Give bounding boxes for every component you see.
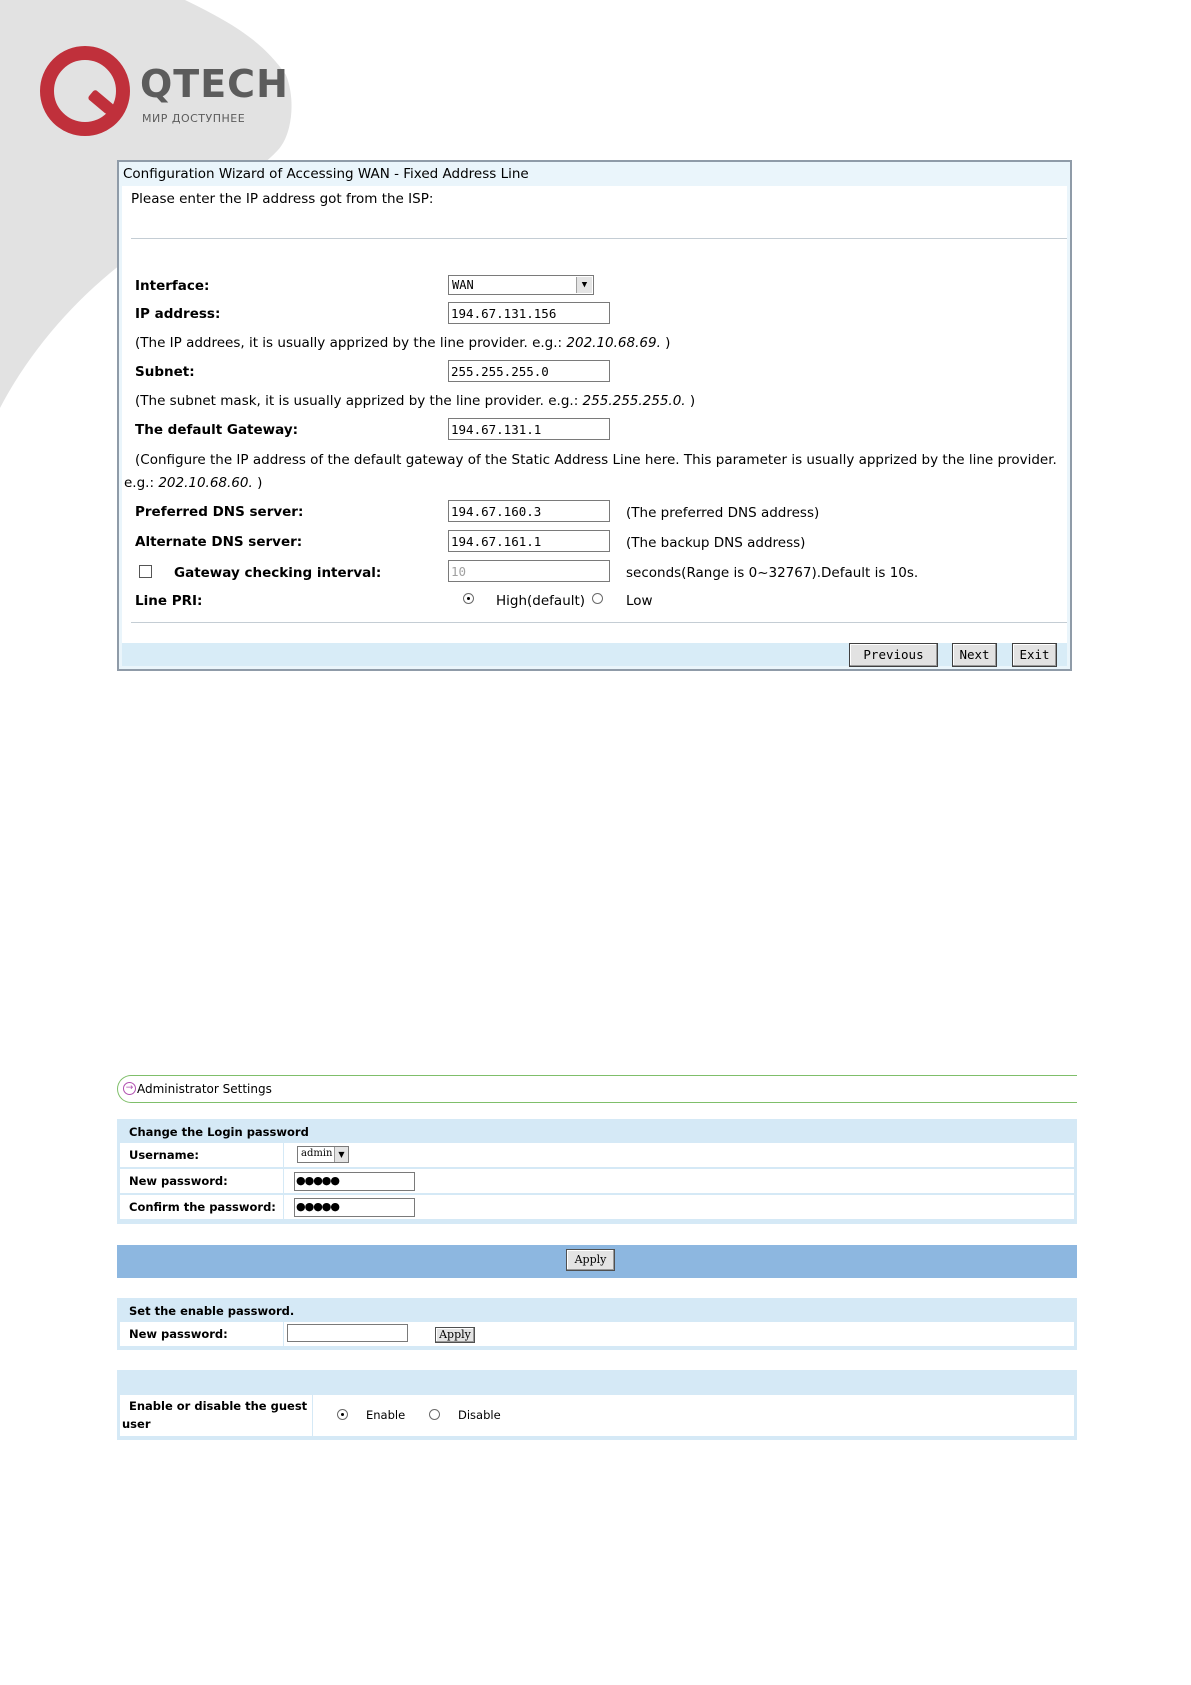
note-text: (The IP addrees, it is usually apprized by the line provider. e.g.: [135,335,567,351]
cell-divider [283,1143,284,1167]
wizard-panel [117,160,1072,671]
guest-user-label-line2: user [122,1417,151,1431]
next-button[interactable]: Next [952,643,997,667]
wizard-footer [122,643,1067,666]
preferred-dns-hint: (The preferred DNS address) [626,505,820,521]
previous-button[interactable]: Previous [849,643,938,667]
guest-enable-label: Enable [366,1408,406,1422]
subnet-note [135,393,695,409]
enable-password-caption: Set the enable password. [129,1304,295,1318]
alternate-dns-hint: (The backup DNS address) [626,535,806,551]
guest-disable-radio[interactable] [429,1409,440,1420]
new-password-label: New password: [129,1174,228,1188]
exit-button[interactable]: Exit [1012,643,1057,667]
new-password-row [120,1169,1074,1193]
cell-divider [283,1169,284,1193]
gateway-check-checkbox[interactable] [139,565,152,578]
line-pri-low-radio[interactable] [592,593,603,604]
enable-apply-button[interactable]: Apply [435,1327,475,1343]
note-text: ) [685,393,696,409]
logo-mark-icon [40,46,130,136]
note-text: ) [252,475,263,491]
line-pri-label: Line PRI: [135,593,203,609]
gateway-check-hint: seconds(Range is 0~32767).Default is 10s. [626,565,919,581]
guest-user-panel [117,1370,1077,1440]
ip-address-input[interactable]: 194.67.131.156 [448,302,610,324]
wizard-title: Configuration Wizard of Accessing WAN - Fixed Address Line [123,166,529,182]
line-pri-high-radio[interactable] [463,593,474,604]
chevron-down-icon[interactable]: ▼ [576,277,592,293]
admin-settings-title: Administrator Settings [137,1082,272,1096]
alternate-dns-input[interactable]: 194.67.161.1 [448,530,610,552]
alternate-dns-label: Alternate DNS server: [135,534,303,550]
divider [131,238,1067,239]
gateway-check-label: Gateway checking interval: [174,565,382,581]
wizard-intro: Please enter the IP address got from the ISP: [131,191,434,207]
note-example: 202.10.68.69. [566,335,661,351]
enable-password-input[interactable] [287,1324,408,1342]
interface-label: Interface: [135,278,210,294]
guest-disable-label: Disable [458,1408,501,1422]
admin-settings-header [117,1075,1077,1103]
login-password-panel [117,1119,1077,1224]
gateway-input[interactable]: 194.67.131.1 [448,418,610,440]
interface-select-value: WAN [452,278,474,292]
new-password-input[interactable]: ●●●●● [294,1172,415,1191]
username-label: Username: [129,1148,199,1162]
ip-address-label: IP address: [135,306,221,322]
note-example: 255.255.255.0. [582,393,686,409]
enable-new-password-label: New password: [129,1327,228,1341]
preferred-dns-input[interactable]: 194.67.160.3 [448,500,610,522]
note-text: e.g.: [124,475,159,491]
cell-divider [283,1322,284,1346]
username-select-value: admin [301,1148,333,1159]
gateway-label: The default Gateway: [135,422,299,438]
note-text: ) [660,335,671,351]
preferred-dns-label: Preferred DNS server: [135,504,304,520]
ip-address-note [135,335,670,351]
line-pri-high-label: High(default) [496,593,586,609]
enable-password-panel [117,1298,1077,1350]
qtech-logo [40,46,289,136]
gateway-check-input[interactable]: 10 [448,560,610,582]
note-text: (The subnet mask, it is usually apprized by the line provider. e.g.: [135,393,583,409]
guest-user-label-line1: Enable or disable the guest [129,1399,308,1413]
note-example: 202.10.68.60. [158,475,253,491]
username-select[interactable] [297,1146,349,1163]
confirm-password-input[interactable]: ●●●●● [294,1198,415,1217]
chevron-down-icon[interactable]: ▼ [334,1147,348,1162]
login-apply-bar [117,1245,1077,1278]
login-password-caption: Change the Login password [129,1125,309,1139]
confirm-password-row [120,1195,1074,1219]
guest-enable-radio[interactable] [337,1409,348,1420]
cell-divider [283,1195,284,1219]
logo-name: QTECH [140,62,289,106]
wizard-body [122,186,1067,643]
line-pri-low-label: Low [626,593,653,609]
login-apply-button[interactable]: Apply [566,1249,615,1271]
arrow-right-icon: → [123,1082,136,1095]
username-row [120,1143,1074,1167]
guest-user-row [120,1395,1074,1436]
logo-tagline: МИР ДОСТУПНЕЕ [142,112,246,125]
gateway-note-line1: (Configure the IP address of the default gateway of the Static Address Line here. This parameter is usually apprized by the line provider. [135,452,1057,468]
interface-select[interactable] [448,275,594,295]
enable-password-row [120,1322,1074,1346]
divider [131,622,1067,623]
gateway-note-line2 [124,475,262,491]
subnet-label: Subnet: [135,364,195,380]
subnet-input[interactable]: 255.255.255.0 [448,360,610,382]
cell-divider [312,1395,313,1436]
confirm-password-label: Confirm the password: [129,1200,276,1214]
